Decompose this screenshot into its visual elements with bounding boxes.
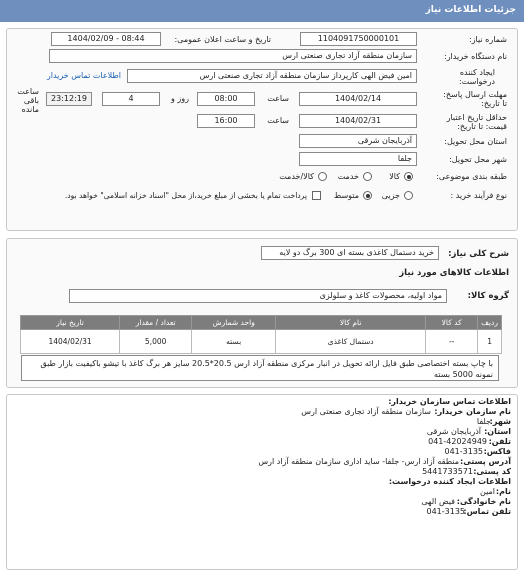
contact-phone: 041-42024949 xyxy=(428,437,487,446)
purchase-radio-medium[interactable] xyxy=(363,191,372,200)
buyer-name: سازمان منطقه آزاد تجاری صنعتی ارس xyxy=(301,407,431,416)
days-label: روز و xyxy=(171,94,189,103)
requester-info-title: اطلاعات ایجاد کننده درخواست: xyxy=(388,477,511,486)
contact-address-label: آدرس پستی: xyxy=(460,457,511,466)
province-label: استان محل تحویل: xyxy=(444,137,507,146)
col-row: ردیف xyxy=(478,316,502,330)
validity-date-field[interactable]: 1404/02/31 xyxy=(299,114,417,128)
contact-panel xyxy=(6,394,518,570)
buyer-contact-link[interactable]: اطلاعات تماس خریدار xyxy=(46,71,121,80)
col-code: کد کالا xyxy=(426,316,478,330)
col-name: نام کالا xyxy=(276,316,426,330)
need-desc-label: شرح کلی نیاز: xyxy=(448,249,509,259)
response-deadline-label-1: مهلت ارسال پاسخ: xyxy=(443,90,507,99)
need-desc-field: خرید دستمال کاغذی بسته ای 300 برگ دو لایه xyxy=(261,246,439,260)
goods-table xyxy=(20,315,502,354)
cell-qty: 5,000 xyxy=(120,330,192,354)
response-time-field[interactable]: 08:00 xyxy=(197,92,255,106)
validity-time-label: ساعت xyxy=(267,116,289,125)
contact-address: منطقه آزاد ارس- جلفا- ساید اداری سازمان منطقه آزاد ارس xyxy=(258,457,459,466)
announce-datetime-field[interactable]: 1404/02/09 - 08:44 xyxy=(51,32,161,46)
page-header: جزئیات اطلاعات نیاز xyxy=(0,0,524,22)
table-row[interactable] xyxy=(21,330,502,354)
days-remaining-field: 4 xyxy=(102,92,160,106)
price-validity-label-2: قیمت: تا تاریخ: xyxy=(457,122,507,131)
contact-province-label: استان: xyxy=(484,427,511,436)
category-radio-goods-service[interactable] xyxy=(318,172,327,181)
cell-name: دستمال کاغذی xyxy=(276,330,426,354)
city-label: شهر محل تحویل: xyxy=(449,155,507,164)
announce-datetime-label: تاریخ و ساعت اعلان عمومی: xyxy=(174,35,271,44)
response-date-field[interactable]: 1404/02/14 xyxy=(299,92,417,106)
contact-title: اطلاعات تماس سازمان خریدار: xyxy=(388,397,511,406)
first-name: امین xyxy=(479,487,495,496)
goods-info-title: اطلاعات کالاهای مورد نیاز xyxy=(399,268,509,278)
category-label: طبقه بندی موضوعی: xyxy=(436,172,507,181)
requester-label-1: ایجاد کننده xyxy=(459,68,495,77)
payment-note: پرداخت تمام یا بخشی از مبلغ خرید،از محل "اسناد خزانه اسلامی" خواهد بود. xyxy=(64,191,307,200)
col-qty: تعداد / مقدار xyxy=(120,316,192,330)
category-option-goods-service: کالا/خدمت xyxy=(279,172,314,181)
treasury-payment-checkbox[interactable] xyxy=(312,191,321,200)
contact-phone-label: تلفن: xyxy=(488,437,511,446)
goods-table-header xyxy=(21,316,502,330)
validity-time-field[interactable]: 16:00 xyxy=(197,114,255,128)
category-option-goods: کالا xyxy=(389,172,400,181)
last-name: فیض الهی xyxy=(421,497,455,506)
requester-label-2: درخواست: xyxy=(459,77,495,86)
requester-field[interactable]: امین فیض الهی کارپرداز سازمان منطقه آزاد تجاری صنعتی ارس xyxy=(127,69,417,83)
cell-date: 1404/02/31 xyxy=(21,330,120,354)
goods-summary-panel xyxy=(6,238,518,388)
first-name-label: نام: xyxy=(495,487,511,496)
cell-code: -- xyxy=(426,330,478,354)
category-option-service: خدمت xyxy=(337,172,359,181)
category-radio-goods[interactable] xyxy=(404,172,413,181)
response-time-label: ساعت xyxy=(267,94,289,103)
buyer-org-field[interactable]: سازمان منطقه آزاد تجاری صنعتی ارس xyxy=(49,49,417,63)
need-number-label: شماره نیاز: xyxy=(469,35,507,44)
last-name-label: نام خانوادگی: xyxy=(456,497,511,506)
goods-group-label: گروه کالا: xyxy=(467,291,509,301)
city-field[interactable]: جلفا xyxy=(299,152,417,166)
col-date: تاریخ نیاز xyxy=(21,316,120,330)
col-unit: واحد شمارش xyxy=(192,316,276,330)
contact-postal-label: کد پستی: xyxy=(473,467,511,476)
purchase-option-minor: جزیی xyxy=(381,191,400,200)
contact-postal: 5441733571 xyxy=(422,467,473,476)
need-details-panel xyxy=(6,28,518,231)
countdown-field: 23:12:19 xyxy=(46,92,92,106)
buyer-name-label: نام سازمان خریدار: xyxy=(434,407,511,416)
req-phone-label: تلفن تماس: xyxy=(463,507,511,516)
req-phone: 041-3135 xyxy=(426,507,465,516)
remaining-label: ساعت باقی مانده xyxy=(17,87,39,114)
description-box: با چاپ بسته اختصاصی طبق فایل ارائه تحویل در انبار مرکزی منطقه آزاد ارس 20.5*20.5 سایز هر برگ کاغذ با تیشو باکیفیت بازار طبق نمونه 5000 بسته xyxy=(21,355,499,381)
price-validity-label-1: حداقل تاریخ اعتبار xyxy=(446,113,507,122)
buyer-org-label: نام دستگاه خریدار: xyxy=(444,52,507,61)
contact-city-label: شهر: xyxy=(489,417,511,426)
contact-city: جلفا xyxy=(476,417,491,426)
province-field[interactable]: آذربایجان شرقی xyxy=(299,134,417,148)
contact-province: آذربایجان شرقی xyxy=(426,427,481,436)
purchase-radio-minor[interactable] xyxy=(404,191,413,200)
category-radio-service[interactable] xyxy=(363,172,372,181)
purchase-process-label: نوع فرآیند خرید : xyxy=(450,191,507,200)
cell-row: 1 xyxy=(478,330,502,354)
contact-fax: 041-3135 xyxy=(444,447,483,456)
need-number-field[interactable]: 1104091750000101 xyxy=(300,32,417,46)
contact-fax-label: فاکس: xyxy=(483,447,511,456)
response-deadline-label-2: تا تاریخ: xyxy=(481,99,507,108)
purchase-option-medium: متوسط xyxy=(333,191,359,200)
goods-group-field: مواد اولیه، محصولات کاغذ و سلولزی xyxy=(69,289,447,303)
cell-unit: بسته xyxy=(192,330,276,354)
